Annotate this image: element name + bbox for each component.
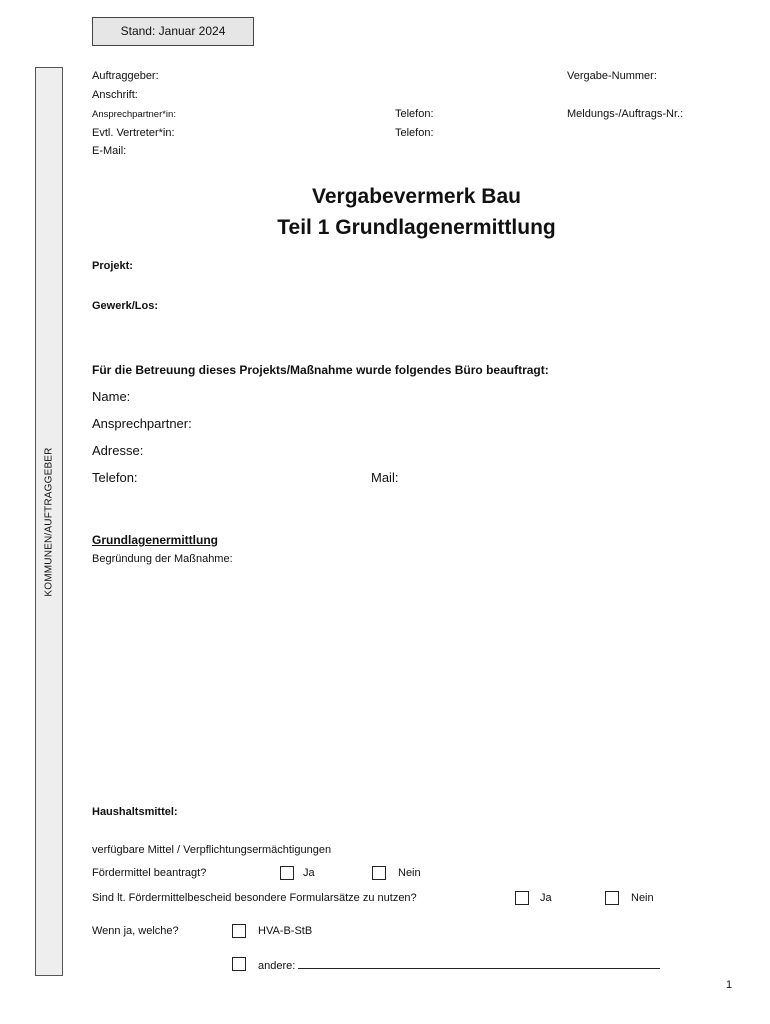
telefon-label-2: Telefon: xyxy=(395,127,434,139)
foerder-question: Fördermittel beantragt? xyxy=(92,867,207,879)
andere-input-line[interactable] xyxy=(298,958,660,969)
begruendung-label: Begründung der Maßnahme: xyxy=(92,553,233,565)
auftraggeber-label: Auftraggeber: xyxy=(92,70,159,82)
formular-ja-label: Ja xyxy=(540,892,552,904)
buero-name-label: Name: xyxy=(92,389,131,404)
gewerk-label: Gewerk/Los: xyxy=(92,300,159,312)
foerder-nein-checkbox[interactable] xyxy=(372,866,386,880)
page-subtitle: Teil 1 Grundlagenermittlung xyxy=(277,216,556,239)
email-label: E-Mail: xyxy=(92,145,127,157)
andere-row xyxy=(258,958,660,972)
buero-telefon-label: Telefon: xyxy=(92,470,138,485)
telefon-label-1: Telefon: xyxy=(395,108,434,120)
formular-ja-checkbox[interactable] xyxy=(515,891,529,905)
andere-checkbox[interactable] xyxy=(232,957,246,971)
foerder-ja-checkbox[interactable] xyxy=(280,866,294,880)
formular-question: Sind lt. Fördermittelbescheid besondere Formularsätze zu nutzen? xyxy=(92,892,417,904)
page-number: 1 xyxy=(726,979,733,991)
buero-adresse-label: Adresse: xyxy=(92,443,144,458)
verfuegbar-label: verfügbare Mittel / Verpflichtungsermächtigungen xyxy=(92,844,332,856)
sidebar-band xyxy=(35,67,63,976)
haushalt-heading: Haushaltsmittel: xyxy=(92,806,178,818)
formular-nein-label: Nein xyxy=(631,892,654,904)
hva-checkbox[interactable] xyxy=(232,924,246,938)
foerder-ja-label: Ja xyxy=(303,867,315,879)
andere-label: andere: xyxy=(258,960,296,972)
ansprechpartner-label: Ansprechpartner*in: xyxy=(92,109,176,120)
sidebar-label: KOMMUNEN/AUFTRAGGEBER xyxy=(43,446,55,597)
welche-label: Wenn ja, welche? xyxy=(92,925,179,937)
anschrift-label: Anschrift: xyxy=(92,89,138,101)
vertreter-label: Evtl. Vertreter*in: xyxy=(92,127,175,139)
buero-heading: Für die Betreuung dieses Projekts/Maßnahme wurde folgendes Büro beauftragt: xyxy=(92,363,549,377)
vergabe-nummer-label: Vergabe-Nummer: xyxy=(567,70,657,82)
stand-label: Stand: Januar 2024 xyxy=(120,24,226,38)
projekt-label: Projekt: xyxy=(92,260,133,272)
grundlagen-heading: Grundlagenermittlung xyxy=(92,533,218,547)
buero-ansprechpartner-label: Ansprechpartner: xyxy=(92,416,192,431)
buero-mail-label: Mail: xyxy=(371,470,399,485)
hva-label: HVA-B-StB xyxy=(258,925,313,937)
stand-box xyxy=(92,17,254,46)
meldungs-nr-label: Meldungs-/Auftrags-Nr.: xyxy=(567,108,684,120)
foerder-nein-label: Nein xyxy=(398,867,421,879)
page-title: Vergabevermerk Bau xyxy=(312,185,521,208)
formular-nein-checkbox[interactable] xyxy=(605,891,619,905)
